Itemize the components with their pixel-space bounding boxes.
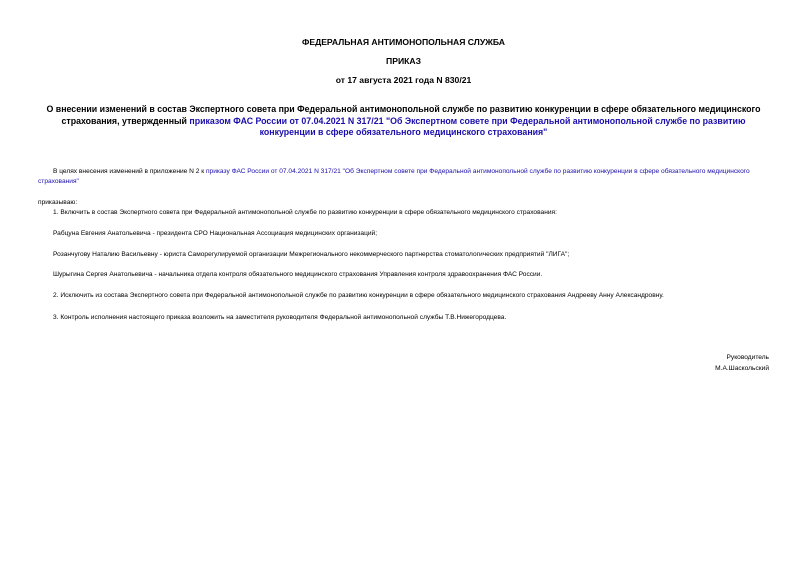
member-1: Рабцуна Евгения Анатольевича - президента СРО Национальная Ассоциация медицинских организаций; bbox=[53, 230, 378, 237]
document-type: ПРИКАЗ bbox=[386, 56, 421, 66]
document-date-number: от 17 августа 2021 года N 830/21 bbox=[335, 75, 472, 85]
member-3: Шурыгина Сергея Анатольевича - начальника отдела контроля обязательного медицинского страхования Управления контроля здравоохранения ФАС России. bbox=[53, 271, 543, 278]
intro-text: В целях внесения изменений в приложение N 2 к bbox=[53, 168, 206, 175]
title-text: О внесении изменений в состав Экспертного совета при Федеральной антимонопольной службе по развитию конкуренции в сфере обязательного медицинского страхования, утвержденный bbox=[46, 104, 761, 126]
document-title bbox=[36, 104, 771, 139]
intro-link[interactable]: приказу ФАС России от 07.04.2021 N 317/21 "Об Экспертном совете при Федеральной антимонопольной службе по развитию конкуренции в сфере обязательного медицинского страхования" bbox=[38, 168, 750, 185]
item-2: 2. Исключить из состава Экспертного совета при Федеральной антимонопольной службе по развитию конкуренции в сфере обязательного медицинского страхования Андрееву Анну Александровну. bbox=[53, 292, 664, 299]
title-link[interactable]: приказом ФАС России от 07.04.2021 N 317/21 "Об Экспертном совете при Федеральной антимонопольной службе по развитию конкуренции в сфере обязательного медицинского страхования" bbox=[189, 115, 746, 137]
signature-position: Руководитель bbox=[726, 354, 769, 361]
signature-name: М.А.Шаскольский bbox=[715, 365, 769, 372]
intro-paragraph bbox=[38, 167, 773, 186]
item-1: 1. Включить в состав Экспертного совета при Федеральной антимонопольной службе по развитию конкуренции в сфере обязательного медицинского страхования: bbox=[53, 209, 557, 216]
agency-name: ФЕДЕРАЛЬНАЯ АНТИМОНОПОЛЬНАЯ СЛУЖБА bbox=[302, 37, 505, 47]
member-2: Розанчугову Наталию Васильевну - юриста Саморегулируемой организации Межрегионального некоммерческого партнерства стоматологических предприятий "ЛИГА"; bbox=[53, 251, 570, 258]
item-3: 3. Контроль исполнения настоящего приказа возложить на заместителя руководителя Федеральной антимонопольной службы Т.В.Нижегородцева. bbox=[53, 314, 507, 321]
order-word: приказываю: bbox=[38, 199, 78, 206]
